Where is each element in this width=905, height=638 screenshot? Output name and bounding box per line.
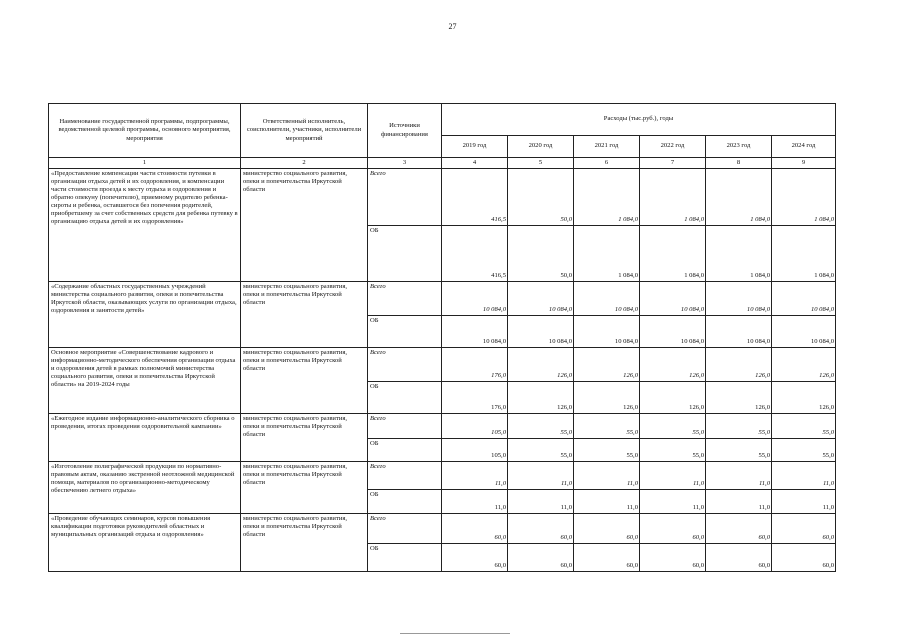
ob-amount: 60,0 bbox=[508, 544, 574, 572]
ob-amount: 126,0 bbox=[706, 382, 772, 414]
responsible-executor: министерство социального развития, опеки и попечительства Иркутской области bbox=[241, 348, 368, 414]
total-amount: 11,0 bbox=[772, 462, 836, 490]
ob-amount: 55,0 bbox=[574, 439, 640, 462]
source-total-label: Всего bbox=[368, 348, 442, 382]
total-amount: 10 084,0 bbox=[706, 282, 772, 316]
column-index: 3 bbox=[368, 158, 442, 169]
source-total-label: Всего bbox=[368, 462, 442, 490]
ob-amount: 55,0 bbox=[508, 439, 574, 462]
ob-amount: 11,0 bbox=[442, 490, 508, 514]
ob-amount: 55,0 bbox=[706, 439, 772, 462]
total-amount: 126,0 bbox=[772, 348, 836, 382]
header-year: 2024 год bbox=[772, 136, 836, 158]
column-index: 1 bbox=[49, 158, 241, 169]
column-index: 9 bbox=[772, 158, 836, 169]
header-source: Источники финансирования bbox=[368, 104, 442, 158]
scan-artifact bbox=[400, 633, 510, 634]
total-amount: 126,0 bbox=[508, 348, 574, 382]
total-amount: 10 084,0 bbox=[508, 282, 574, 316]
activity-name: «Содержание областных государственных учреждений министерства социального развития, опеки и попечительства Иркутской области, оказывающих услуги по организации отдыха, оздоровления и занятости детей» bbox=[49, 282, 241, 348]
header-responsible: Ответственный исполнитель, соисполнители, участники, исполнители мероприятий bbox=[241, 104, 368, 158]
ob-amount: 10 084,0 bbox=[640, 316, 706, 348]
table-row bbox=[49, 348, 836, 382]
total-amount: 50,0 bbox=[508, 169, 574, 226]
total-amount: 60,0 bbox=[442, 514, 508, 544]
total-amount: 55,0 bbox=[574, 414, 640, 439]
source-ob-label: ОБ bbox=[368, 490, 442, 514]
source-total-label: Всего bbox=[368, 282, 442, 316]
activity-name: «Изготовление полиграфической продукции по нормативно-правовым актам, оказанию экстренной неотложной медицинской помощи, материалов по организационно-методическому обеспечению летнего отдыха» bbox=[49, 462, 241, 514]
total-amount: 176,0 bbox=[442, 348, 508, 382]
ob-amount: 1 084,0 bbox=[574, 226, 640, 282]
ob-amount: 416,5 bbox=[442, 226, 508, 282]
total-amount: 126,0 bbox=[706, 348, 772, 382]
ob-amount: 126,0 bbox=[574, 382, 640, 414]
source-ob-label: ОБ bbox=[368, 226, 442, 282]
ob-amount: 10 084,0 bbox=[508, 316, 574, 348]
table-row bbox=[49, 514, 836, 544]
header-year: 2023 год bbox=[706, 136, 772, 158]
source-total-label: Всего bbox=[368, 169, 442, 226]
total-amount: 11,0 bbox=[574, 462, 640, 490]
total-amount: 11,0 bbox=[442, 462, 508, 490]
column-index: 4 bbox=[442, 158, 508, 169]
source-ob-label: ОБ bbox=[368, 439, 442, 462]
ob-amount: 126,0 bbox=[772, 382, 836, 414]
header-index-row bbox=[49, 158, 836, 169]
activity-name: «Ежегодное издание информационно-аналитического сборника о проведении, итогах проведения оздоровительной кампании» bbox=[49, 414, 241, 462]
ob-amount: 11,0 bbox=[508, 490, 574, 514]
ob-amount: 60,0 bbox=[574, 544, 640, 572]
ob-amount: 10 084,0 bbox=[772, 316, 836, 348]
table-row bbox=[49, 169, 836, 226]
total-amount: 10 084,0 bbox=[574, 282, 640, 316]
responsible-executor: министерство социального развития, опеки и попечительства Иркутской области bbox=[241, 282, 368, 348]
responsible-executor: министерство социального развития, опеки и попечительства Иркутской области bbox=[241, 514, 368, 572]
header-year: 2021 год bbox=[574, 136, 640, 158]
ob-amount: 55,0 bbox=[772, 439, 836, 462]
ob-amount: 60,0 bbox=[442, 544, 508, 572]
ob-amount: 60,0 bbox=[772, 544, 836, 572]
source-ob-label: ОБ bbox=[368, 382, 442, 414]
source-total-label: Всего bbox=[368, 414, 442, 439]
column-index: 6 bbox=[574, 158, 640, 169]
activity-name: Основное мероприятие «Совершенствование кадрового и информационно-методического обеспечения организации отдыха и оздоровления детей в рамках полномочий министерства социального развития, опеки и попечительства Иркутской области» на 2019-2024 годы bbox=[49, 348, 241, 414]
total-amount: 105,0 bbox=[442, 414, 508, 439]
ob-amount: 11,0 bbox=[772, 490, 836, 514]
column-index: 8 bbox=[706, 158, 772, 169]
total-amount: 1 084,0 bbox=[574, 169, 640, 226]
ob-amount: 105,0 bbox=[442, 439, 508, 462]
total-amount: 55,0 bbox=[706, 414, 772, 439]
responsible-executor: министерство социального развития, опеки и попечительства Иркутской области bbox=[241, 414, 368, 462]
total-amount: 126,0 bbox=[574, 348, 640, 382]
table-row bbox=[49, 282, 836, 316]
ob-amount: 10 084,0 bbox=[574, 316, 640, 348]
activity-name: «Проведение обучающих семинаров, курсов повышения квалификации подготовки руководителей областных и муниципальных организаций отдыха и оздоровления» bbox=[49, 514, 241, 572]
total-amount: 126,0 bbox=[640, 348, 706, 382]
ob-amount: 50,0 bbox=[508, 226, 574, 282]
source-ob-label: ОБ bbox=[368, 316, 442, 348]
header-year: 2019 год bbox=[442, 136, 508, 158]
total-amount: 60,0 bbox=[772, 514, 836, 544]
header-expenses: Расходы (тыс.руб.), годы bbox=[442, 104, 836, 136]
total-amount: 60,0 bbox=[508, 514, 574, 544]
ob-amount: 10 084,0 bbox=[442, 316, 508, 348]
total-amount: 55,0 bbox=[772, 414, 836, 439]
responsible-executor: министерство социального развития, опеки и попечительства Иркутской области bbox=[241, 169, 368, 282]
ob-amount: 11,0 bbox=[640, 490, 706, 514]
total-amount: 11,0 bbox=[706, 462, 772, 490]
total-amount: 1 084,0 bbox=[706, 169, 772, 226]
table-row bbox=[49, 414, 836, 439]
total-amount: 11,0 bbox=[640, 462, 706, 490]
page-number: 27 bbox=[448, 22, 457, 31]
total-amount: 60,0 bbox=[574, 514, 640, 544]
column-index: 2 bbox=[241, 158, 368, 169]
ob-amount: 1 084,0 bbox=[640, 226, 706, 282]
source-ob-label: ОБ bbox=[368, 544, 442, 572]
ob-amount: 60,0 bbox=[640, 544, 706, 572]
table-body bbox=[49, 169, 836, 572]
total-amount: 1 084,0 bbox=[640, 169, 706, 226]
table-row bbox=[49, 462, 836, 490]
header-year: 2022 год bbox=[640, 136, 706, 158]
total-amount: 60,0 bbox=[640, 514, 706, 544]
column-index: 5 bbox=[508, 158, 574, 169]
header-year: 2020 год bbox=[508, 136, 574, 158]
ob-amount: 55,0 bbox=[640, 439, 706, 462]
total-amount: 11,0 bbox=[508, 462, 574, 490]
total-amount: 60,0 bbox=[706, 514, 772, 544]
source-total-label: Всего bbox=[368, 514, 442, 544]
ob-amount: 60,0 bbox=[706, 544, 772, 572]
ob-amount: 11,0 bbox=[574, 490, 640, 514]
ob-amount: 10 084,0 bbox=[706, 316, 772, 348]
total-amount: 10 084,0 bbox=[640, 282, 706, 316]
ob-amount: 126,0 bbox=[508, 382, 574, 414]
ob-amount: 1 084,0 bbox=[772, 226, 836, 282]
ob-amount: 11,0 bbox=[706, 490, 772, 514]
total-amount: 416,5 bbox=[442, 169, 508, 226]
ob-amount: 1 084,0 bbox=[706, 226, 772, 282]
total-amount: 55,0 bbox=[508, 414, 574, 439]
responsible-executor: министерство социального развития, опеки и попечительства Иркутской области bbox=[241, 462, 368, 514]
total-amount: 10 084,0 bbox=[772, 282, 836, 316]
column-index: 7 bbox=[640, 158, 706, 169]
header-name: Наименование государственной программы, подпрограммы, ведомственной целевой программы, основного мероприятия, мероприятия bbox=[49, 104, 241, 158]
total-amount: 55,0 bbox=[640, 414, 706, 439]
total-amount: 10 084,0 bbox=[442, 282, 508, 316]
budget-table bbox=[48, 103, 836, 572]
total-amount: 1 084,0 bbox=[772, 169, 836, 226]
ob-amount: 176,0 bbox=[442, 382, 508, 414]
ob-amount: 126,0 bbox=[640, 382, 706, 414]
activity-name: «Предоставление компенсации части стоимости путевки в организации отдыха детей и их оздоровления, и компенсации части стоимости проезда к месту отдыха и оздоровления и обратно опекуну (попечителю), приемному родителю ребенка-сироты и ребенка, оставшегося без попечения родителей, приобретшему за счет собственных средств для ребенка путевку в организацию отдыха детей и их оздоровления» bbox=[49, 169, 241, 282]
